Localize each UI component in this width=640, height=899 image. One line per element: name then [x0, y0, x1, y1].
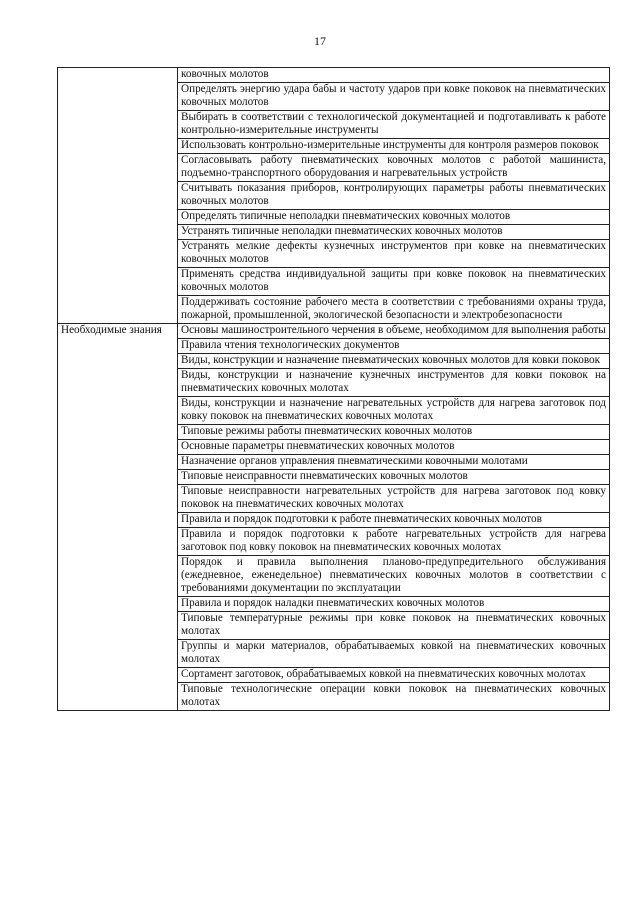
- page-number: 17: [314, 34, 326, 48]
- requirement-item: Считывать показания приборов, контролирующих параметры работы пневматических ковочных молотов: [178, 182, 610, 210]
- requirement-item: Группы и марки материалов, обрабатываемых ковкой на пневматических ковочных молотах: [178, 640, 610, 668]
- requirements-table: [57, 67, 610, 711]
- requirement-item: Сортамент заготовок, обрабатываемых ковкой на пневматических ковочных молотах: [178, 668, 610, 683]
- requirement-item: Основы машиностроительного черчения в объеме, необходимом для выполнения работы: [178, 324, 610, 339]
- requirement-item: Виды, конструкции и назначение кузнечных инструментов для ковки поковок на пневматических ковочных молотах: [178, 369, 610, 397]
- requirement-item: Выбирать в соответствии с технологической документацией и подготавливать к работе контрольно-измерительные инструменты: [178, 111, 610, 139]
- requirement-item: Типовые температурные режимы при ковке поковок на пневматических ковочных молотах: [178, 612, 610, 640]
- requirement-item: Использовать контрольно-измерительные инструменты для контроля размеров поковок: [178, 139, 610, 154]
- requirement-item: Назначение органов управления пневматическими ковочными молотами: [178, 455, 610, 470]
- requirement-item: Определять энергию удара бабы и частоту ударов при ковке поковок на пневматических ковочных молотов: [178, 83, 610, 111]
- requirement-item: Основные параметры пневматических ковочных молотов: [178, 440, 610, 455]
- requirement-item: Порядок и правила выполнения планово-предупредительного обслуживания (ежедневное, еженедельное) пневматических ковочных молотов в соответствии с требованиями документации по эксплуатации: [178, 556, 610, 597]
- requirement-item: Применять средства индивидуальной защиты при ковке поковок на пневматических ковочных молотов: [178, 268, 610, 296]
- requirement-item: ковочных молотов: [178, 68, 610, 83]
- table-row: [58, 68, 610, 83]
- requirement-item: Типовые неисправности нагревательных устройств для нагрева заготовок под ковку поковок на пневматических ковочных молотах: [178, 485, 610, 513]
- requirement-item: Правила и порядок наладки пневматических ковочных молотов: [178, 597, 610, 612]
- requirement-item: Виды, конструкции и назначение нагревательных устройств для нагрева заготовок под ковку поковок на пневматических ковочных молотах: [178, 397, 610, 425]
- requirement-item: Виды, конструкции и назначение пневматических ковочных молотов для ковки поковок: [178, 354, 610, 369]
- requirement-item: Правила и порядок подготовки к работе нагревательных устройств для нагрева заготовок под ковку поковок на пневматических ковочных молотах: [178, 528, 610, 556]
- table-row: [58, 324, 610, 339]
- requirement-item: Согласовывать работу пневматических ковочных молотов с работой машиниста, подъемно-транспортного оборудования и нагревательных устройств: [178, 154, 610, 182]
- section-label: Необходимые знания: [58, 324, 178, 711]
- requirement-item: Поддерживать состояние рабочего места в соответствии с требованиями охраны труда, пожарной, промышленной, экологической безопасности и электробезопасности: [178, 296, 610, 324]
- requirement-item: Типовые режимы работы пневматических ковочных молотов: [178, 425, 610, 440]
- requirement-item: Типовые неисправности пневматических ковочных молотов: [178, 470, 610, 485]
- requirement-item: Определять типичные неполадки пневматических ковочных молотов: [178, 210, 610, 225]
- requirement-item: Правила и порядок подготовки к работе пневматических ковочных молотов: [178, 513, 610, 528]
- requirement-item: Устранять мелкие дефекты кузнечных инструментов при ковке на пневматических ковочных молотов: [178, 240, 610, 268]
- requirement-item: Типовые технологические операции ковки поковок на пневматических ковочных молотах: [178, 683, 610, 711]
- section-label: [58, 68, 178, 324]
- requirement-item: Правила чтения технологических документов: [178, 339, 610, 354]
- requirement-item: Устранять типичные неполадки пневматических ковочных молотов: [178, 225, 610, 240]
- requirements-table-body: [58, 68, 610, 711]
